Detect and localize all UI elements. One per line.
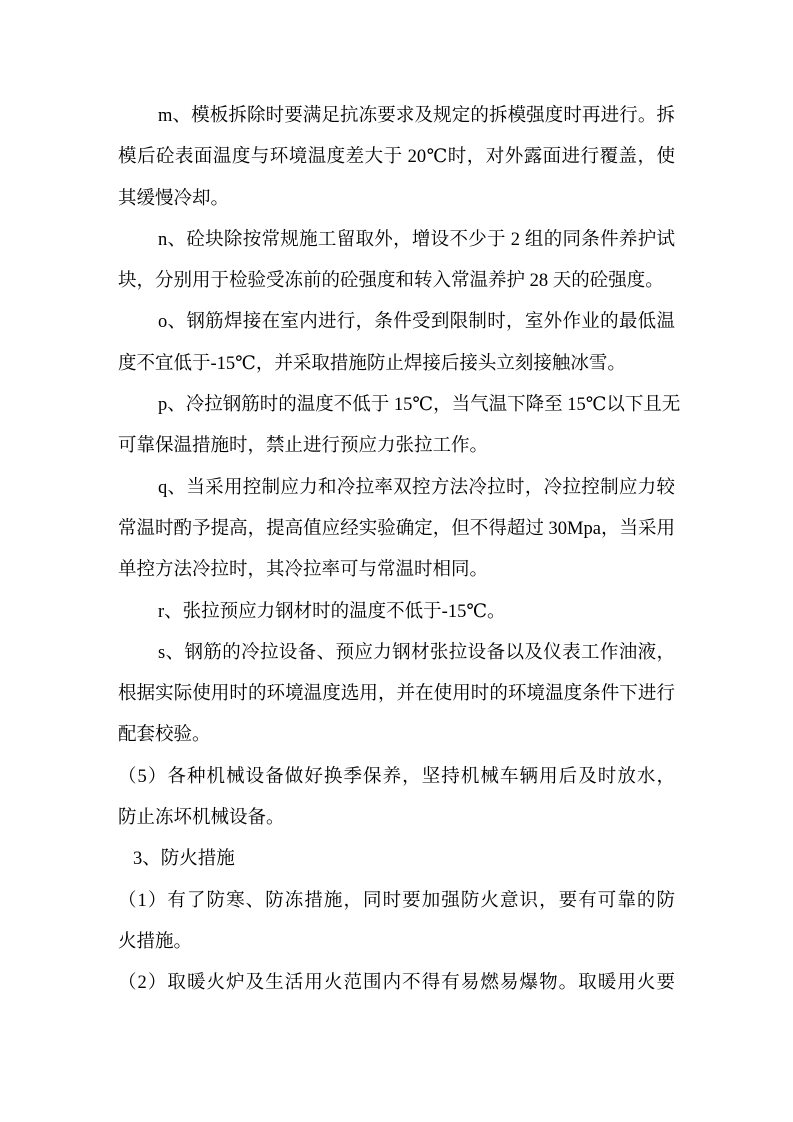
paragraph: [118, 96, 675, 220]
paragraph: [118, 963, 675, 1004]
text-line: 可靠保温措施时，禁止进行预应力张拉工作。: [118, 436, 489, 457]
text-line: （1）有了防寒、防冻措施，同时要加强防火意识，要有可靠的防: [118, 890, 675, 911]
text-line: 其缓慢冷却。: [118, 188, 230, 209]
paragraph: [118, 302, 675, 385]
paragraph: [118, 839, 675, 880]
text-line: 度不宜低于-15℃，并采取措施防止焊接后接头立刻接触冰雪。: [118, 353, 626, 374]
paragraph: [118, 592, 675, 633]
text-line: 配套校验。: [118, 725, 211, 746]
text-line: 模后砼表面温度与环境温度差大于 20℃时，对外露面进行覆盖，使: [118, 147, 675, 168]
document-page: [118, 96, 681, 1005]
text-line: q、当采用控制应力和冷拉率双控方法冷拉时，冷拉控制应力较: [158, 477, 675, 498]
text-line: 3、防火措施: [133, 849, 235, 870]
text-line: n、砼块除按常规施工留取外，增设不少于 2 组的同条件养护试: [158, 229, 675, 250]
text-line: 防止冻坏机械设备。: [118, 808, 285, 829]
text-line: p、冷拉钢筋时的温度不低于 15℃，当气温下降至 15℃以下且无: [158, 395, 681, 416]
paragraph: [118, 385, 681, 468]
text-line: s、钢筋的冷拉设备、预应力钢材张拉设备以及仪表工作油液，: [158, 642, 675, 663]
paragraph: [118, 757, 675, 840]
text-line: （5）各种机械设备做好换季保养，坚持机械车辆用后及时放水，: [118, 766, 675, 787]
text-line: （2）取暖火炉及生活用火范围内不得有易燃易爆物。取暖用火要: [118, 973, 675, 994]
text-line: 块，分别用于检验受冻前的砼强度和转入常温养护 28 天的砼强度。: [118, 271, 664, 292]
text-line: 常温时酌予提高，提高值应经实验确定，但不得超过 30Mpa，当采用: [118, 518, 675, 539]
paragraph: [118, 468, 675, 592]
text-line: 根据实际使用时的环境温度选用，并在使用时的环境温度条件下进行: [118, 684, 675, 705]
paragraph: [118, 220, 675, 303]
text-line: o、钢筋焊接在室内进行，条件受到限制时，室外作业的最低温: [158, 312, 675, 333]
text-line: 单控方法冷拉时，其冷拉率可与常温时相同。: [118, 560, 489, 581]
text-line: m、模板拆除时要满足抗冻要求及规定的拆模强度时再进行。拆: [158, 106, 675, 126]
paragraph: [118, 633, 675, 757]
paragraph: [118, 881, 675, 964]
text-line: 火措施。: [118, 931, 193, 952]
text-line: r、张拉预应力钢材时的温度不低于-15℃。: [158, 601, 506, 622]
